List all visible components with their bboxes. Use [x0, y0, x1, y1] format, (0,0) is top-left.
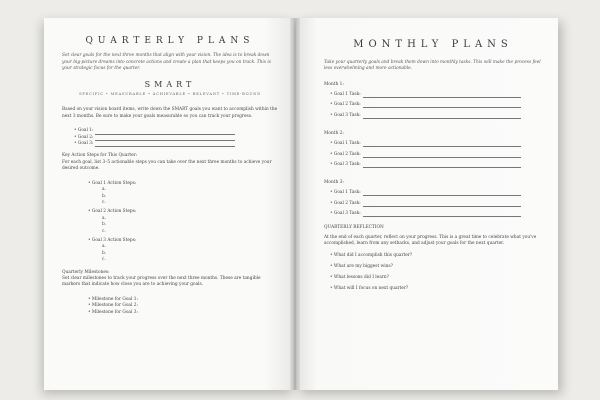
- action-item: a.: [102, 187, 106, 193]
- task-line: • Goal 1 Task:: [324, 92, 542, 98]
- month-label: Month 1:: [324, 82, 344, 87]
- milestone-item: • Milestone for Goal 3:: [88, 309, 138, 315]
- left-page-content: [62, 18, 278, 316]
- action-group-label: • Goal 1 Action Steps:: [88, 180, 137, 186]
- reflection-question: • What will I focus on next quarter?: [330, 286, 409, 292]
- goal-label: Goal 3:: [77, 141, 94, 147]
- steps-heading: Key Action Steps for This Quarter:: [62, 153, 138, 159]
- quarterly-intro: Set clear goals for the next three months that align with your vision. The idea is to break down your big-picture dreams into concrete actions and create a plan that keeps you on track. This is your strategic focus for the quarter.: [62, 53, 271, 72]
- milestones-heading: Quarterly Milestones:: [62, 269, 110, 275]
- reflection-paragraph: At the end of each quarter, reflect on your progress. This is a great time to celebrate what you've accomplished, learn from any setbacks, and adjust your goals for the next quarter.: [324, 235, 537, 247]
- task-line: • Goal 3 Task:: [324, 113, 542, 119]
- goal-line: • Goal 2:: [62, 135, 278, 141]
- reflection-question: • What are my biggest wins?: [330, 264, 393, 270]
- action-item: b.: [102, 222, 107, 228]
- action-item: a.: [102, 244, 106, 250]
- goal-line: • Goal 1:: [62, 128, 278, 134]
- action-item: b.: [102, 193, 107, 199]
- right-page: [296, 18, 558, 390]
- book-spine: [290, 18, 300, 390]
- page-title-monthly: MONTHLY PLANS: [353, 39, 513, 50]
- smart-subtitle: SPECIFIC • MEASURABLE • ACHIEVABLE • RELEVANT • TIME-BOUND: [79, 92, 261, 97]
- month-label: Month 2:: [324, 131, 344, 137]
- month-label: Month 3:: [324, 180, 344, 186]
- smart-paragraph: Based on your vision board items, write down the SMART goals you want to accomplish within the next 3 months. Be sure to make your goals measurable so you can track your progress.: [62, 107, 278, 119]
- milestone-item: • Milestone for Goal 2:: [88, 303, 138, 309]
- right-page-content: [324, 18, 542, 297]
- milestone-item: • Milestone for Goal 1:: [88, 296, 138, 302]
- action-item: c.: [102, 257, 106, 263]
- open-planner-book: [44, 18, 558, 390]
- goal-line: • Goal 3:: [62, 141, 278, 147]
- steps-paragraph: For each goal, list 3–5 actionable steps you can take over the next three months to achieve your desired outcome.: [62, 159, 272, 172]
- action-item: b.: [102, 250, 107, 256]
- action-group-label: • Goal 2 Action Steps:: [88, 209, 137, 215]
- write-line: [95, 130, 235, 135]
- page-title-quarterly: QUARTERLY PLANS: [85, 36, 255, 46]
- task-line: • Goal 3 Task:: [324, 211, 542, 217]
- goal-label: Goal 2:: [77, 134, 94, 140]
- task-line: • Goal 1 Task:: [324, 141, 542, 147]
- task-line: • Goal 2 Task:: [324, 102, 542, 108]
- action-item: c.: [102, 228, 106, 234]
- action-group-label: • Goal 3 Action Steps:: [88, 237, 137, 243]
- action-item: a.: [102, 215, 106, 221]
- reflection-heading: QUARTERLY REFLECTION: [324, 225, 384, 231]
- task-line: • Goal 2 Task:: [324, 201, 542, 207]
- milestones-paragraph: Set clear milestones to track your progress over the next three months. These are tangible markers that indicate how close you are to achieving your goals.: [62, 275, 261, 288]
- task-line: • Goal 1 Task:: [324, 190, 542, 196]
- smart-heading: SMART: [144, 79, 196, 89]
- task-line: • Goal 2 Task:: [324, 152, 542, 158]
- goal-label: Goal 1:: [77, 128, 94, 134]
- reflection-question: • What lessons did I learn?: [330, 275, 389, 281]
- left-page: [44, 18, 294, 390]
- monthly-intro: Take your quarterly goals and break them down into monthly tasks. This will make the process feel less overwhelming and more actionable.: [324, 60, 541, 71]
- reflection-question: • What did I accomplish this quarter?: [330, 253, 413, 259]
- task-line: • Goal 3 Task:: [324, 162, 542, 168]
- action-item: c.: [102, 199, 106, 205]
- write-line: [95, 142, 235, 147]
